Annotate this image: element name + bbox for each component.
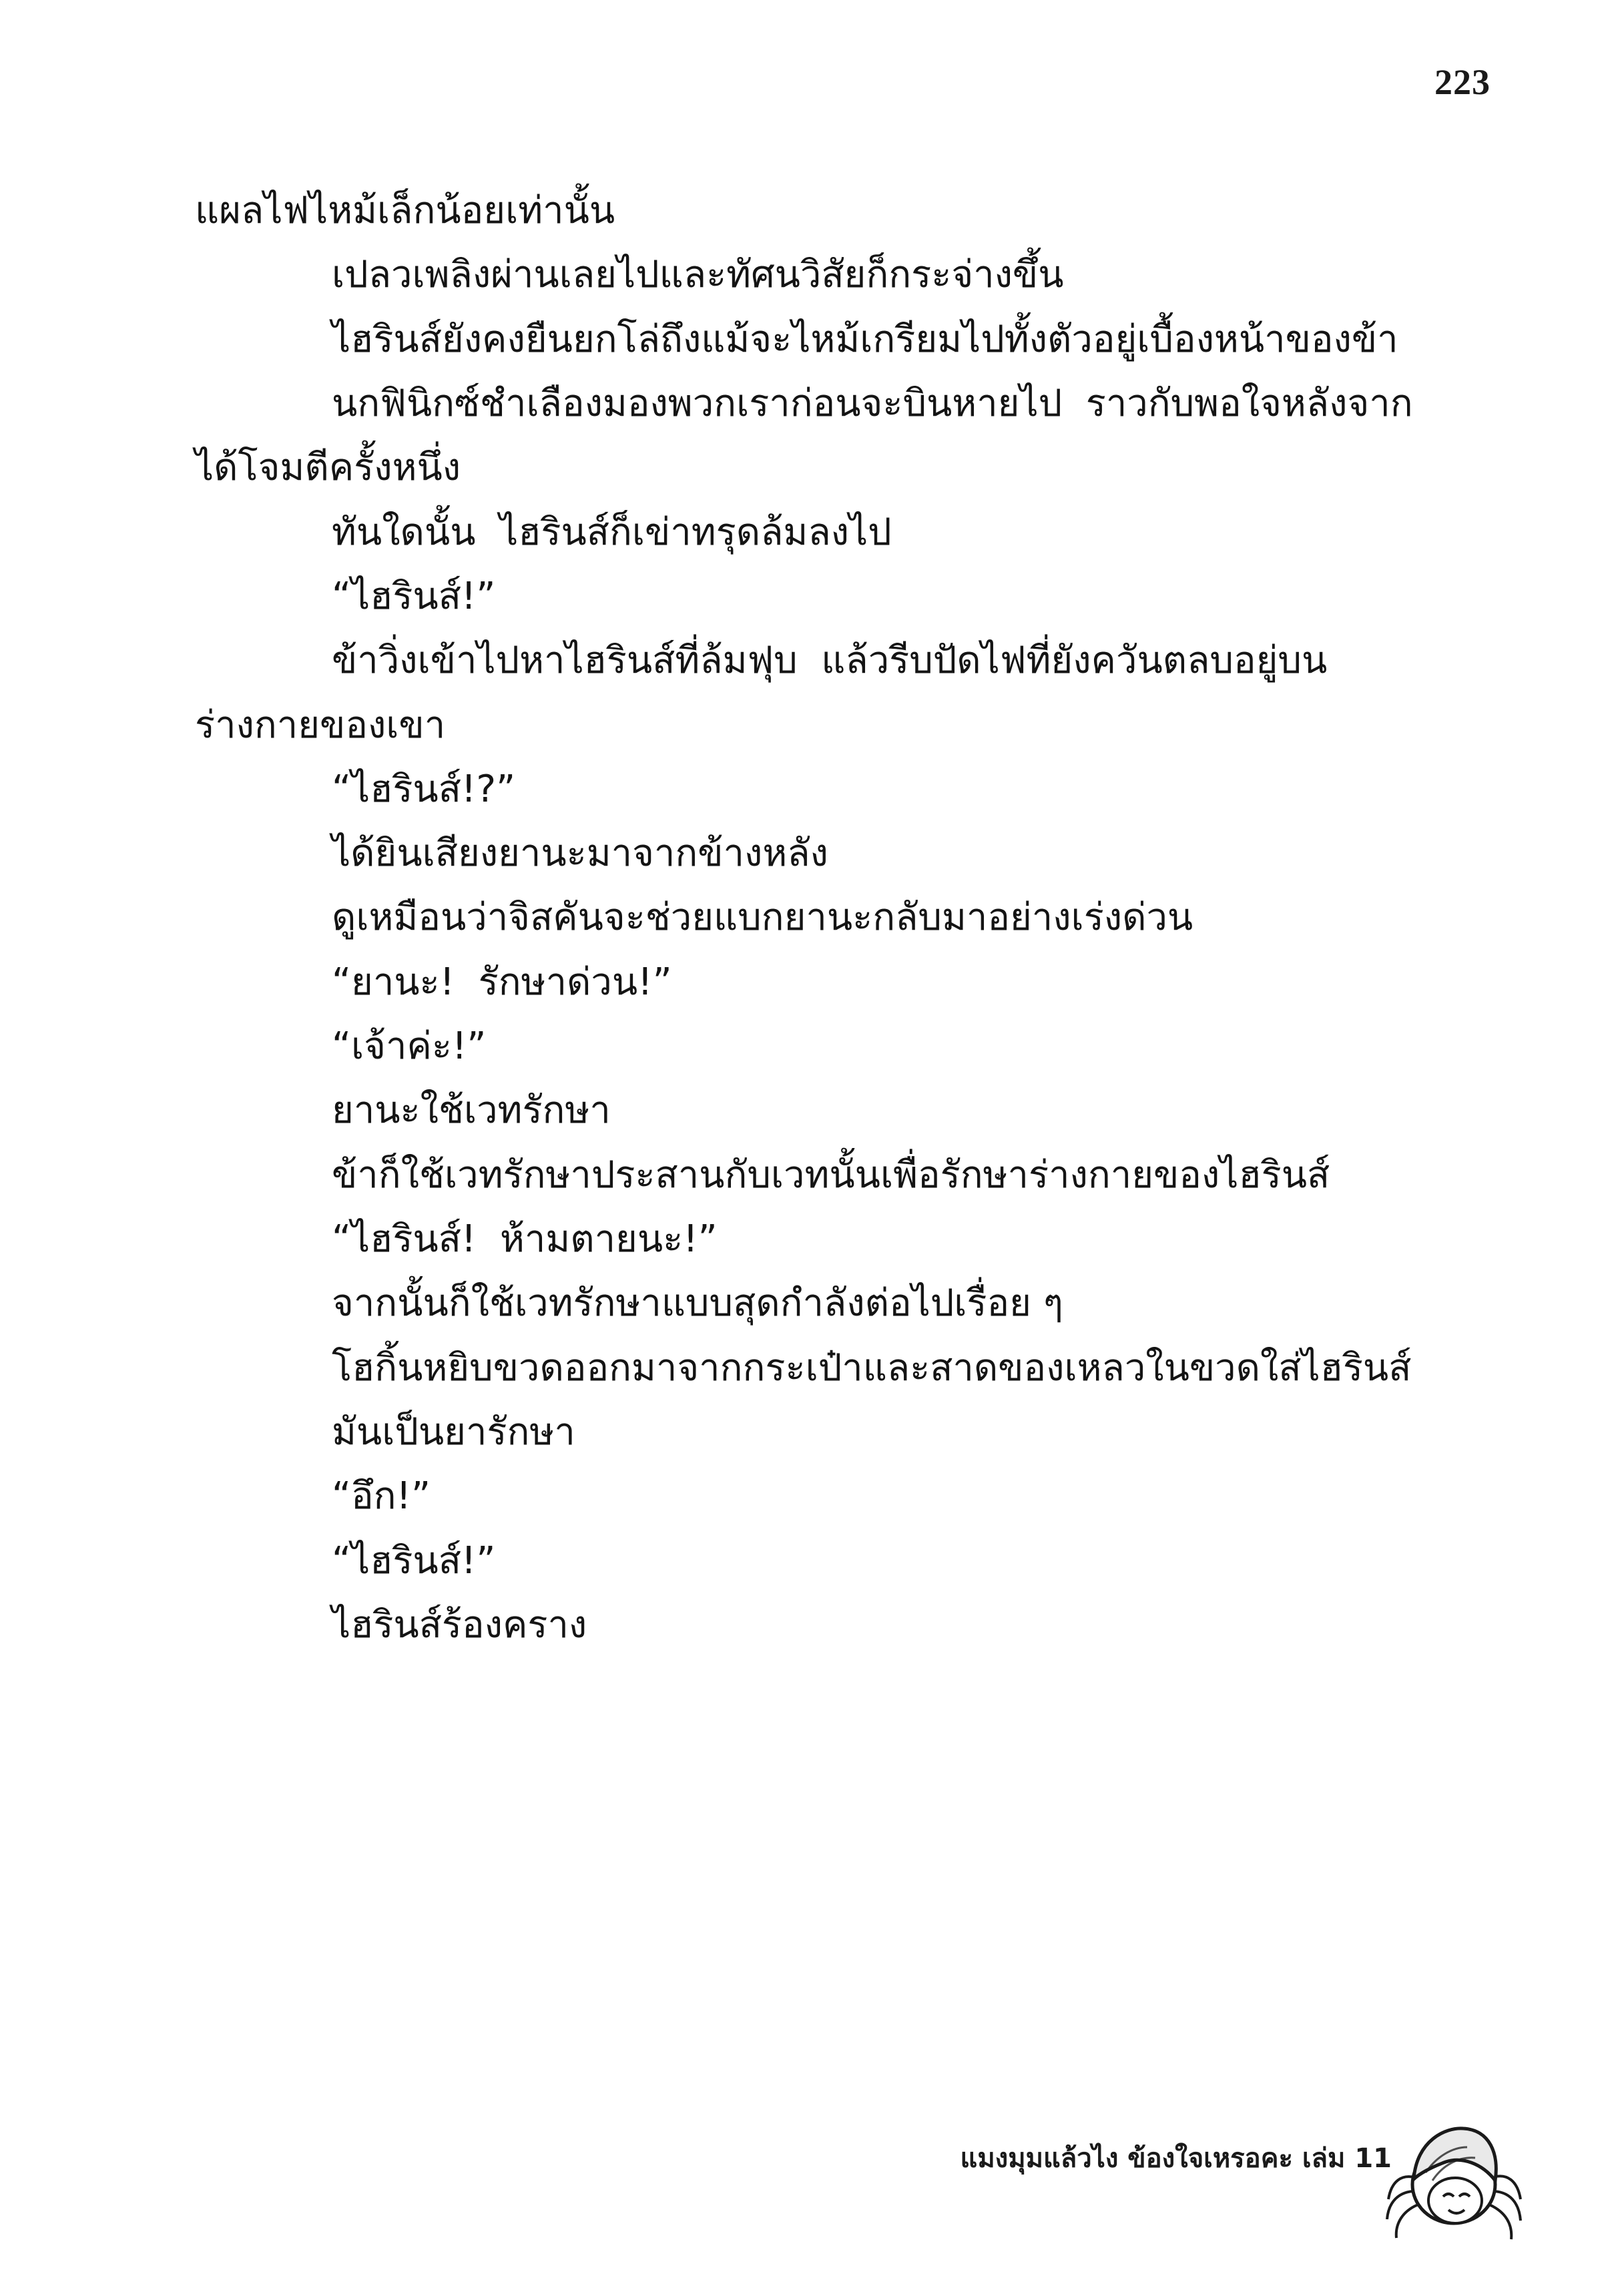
spider-girl-mascot-icon: [1382, 2099, 1525, 2256]
paragraph: ทันใดนั้น ไฮรินส์ก็เข่าทรุดล้มลงไป: [332, 510, 892, 554]
body-text-block: [195, 179, 1443, 1657]
paragraph: ได้ยินเสียงยานะมาจากข้างหลัง: [332, 832, 828, 876]
page-number: 223: [1434, 62, 1491, 102]
paragraph: ยานะใช้เวทรักษา: [332, 1089, 611, 1133]
paragraph: นกฟินิกซ์ชำเลืองมองพวกเราก่อนจะบินหายไป ราวกับพอใจหลังจากได้โจมตีครั้งหนึ่ง: [195, 381, 1413, 490]
footer-title: แมงมุมแล้วไง ข้องใจเหรอคะ เล่ม 11: [960, 2143, 1392, 2174]
paragraph: “ไฮรินส์! ห้ามตายนะ!”: [332, 1217, 718, 1261]
paragraph: “เจ้าค่ะ!”: [332, 1025, 487, 1069]
paragraph: ข้าวิ่งเข้าไปหาไฮรินส์ที่ล้มฟุบ แล้วรีบปัดไฟที่ยังควันตลบอยู่บนร่างกายของเขา: [195, 639, 1328, 747]
paragraph: “อึก!”: [332, 1474, 431, 1518]
paragraph: ดูเหมือนว่าจิสคันจะช่วยแบกยานะกลับมาอย่างเร่งด่วน: [332, 896, 1193, 940]
paragraph: จากนั้นก็ใช้เวทรักษาแบบสุดกำลังต่อไปเรื่อย ๆ: [332, 1281, 1063, 1326]
paragraph: แผลไฟไหม้เล็กน้อยเท่านั้น: [195, 189, 615, 232]
paragraph: “ไฮรินส์!”: [332, 1538, 496, 1583]
paragraph: “ไฮรินส์!?”: [332, 767, 516, 811]
page-footer: [961, 2142, 1392, 2175]
paragraph: ไฮรินส์ยังคงยืนยกโล่ถึงแม้จะไหม้เกรียมไปทั้งตัวอยู่เบื้องหน้าของข้า: [332, 317, 1398, 361]
paragraph: เปลวเพลิงผ่านเลยไปและทัศนวิสัยก็กระจ่างขึ้น: [332, 253, 1064, 297]
paragraph: มันเป็นยารักษา: [332, 1410, 575, 1454]
paragraph: โฮกิ้นหยิบขวดออกมาจากกระเป๋าและสาดของเหลวในขวดใส่ไฮรินส์: [332, 1346, 1412, 1390]
paragraph: “ยานะ! รักษาด่วน!”: [332, 960, 672, 1004]
paragraph: “ไฮรินส์!”: [332, 574, 496, 618]
paragraph: ข้าก็ใช้เวทรักษาประสานกับเวทนั้นเพื่อรักษาร่างกายของไฮรินส์: [332, 1153, 1330, 1197]
paragraph: ไฮรินส์ร้องคราง: [332, 1603, 587, 1647]
